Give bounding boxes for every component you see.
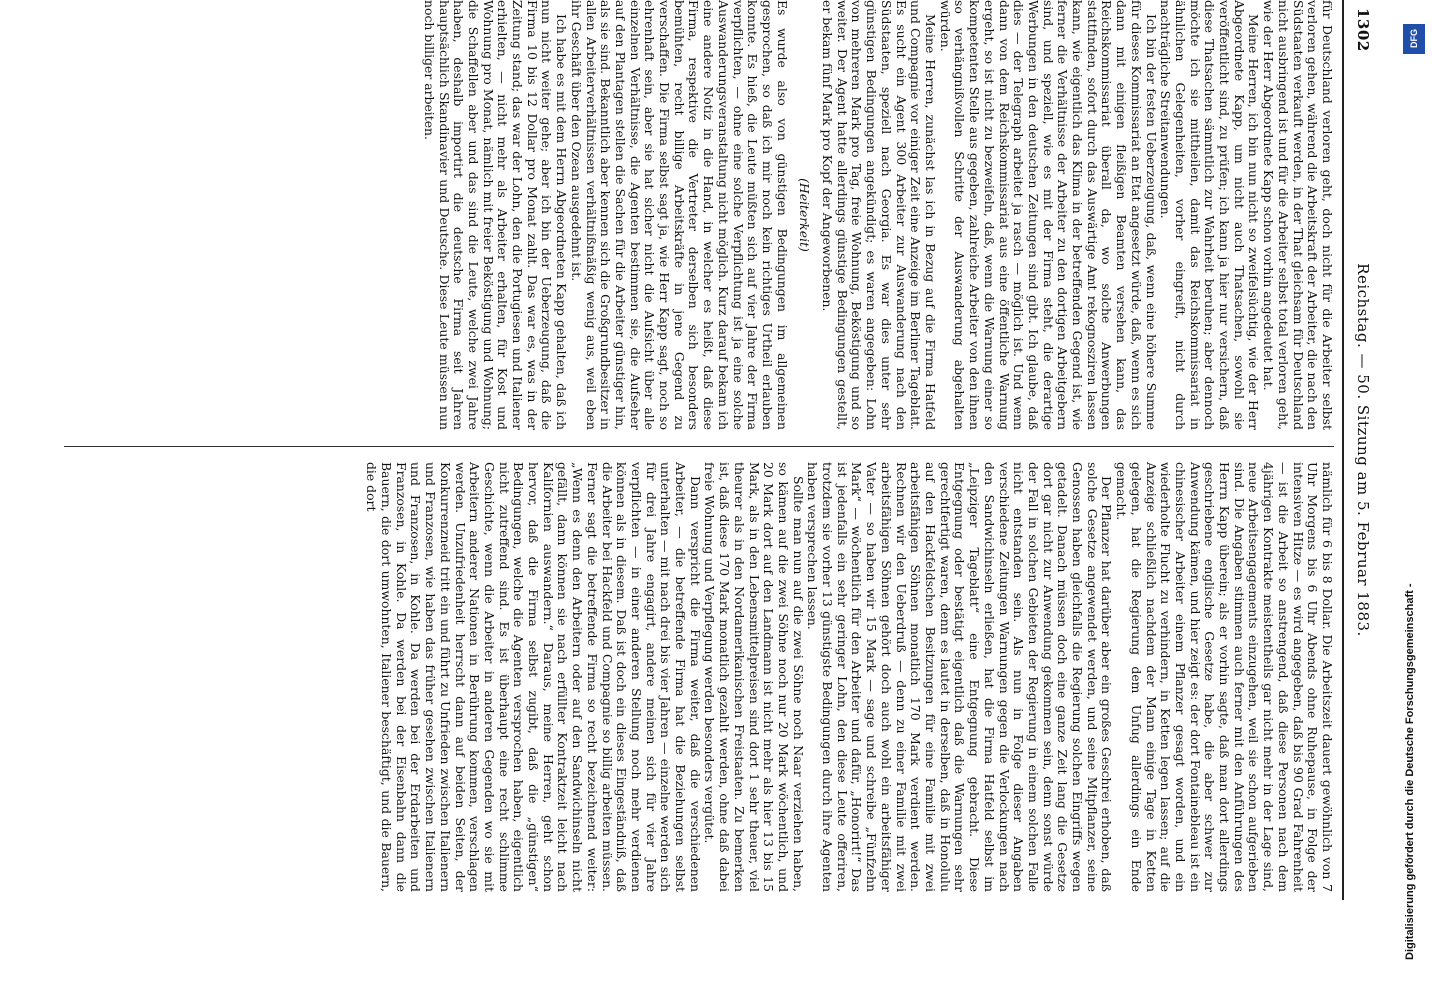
right-paragraph: Der Pflanzer hat darüber aber ein großes Geschrei erhoben, daß solche Gesetze angewendet werden, und seine Mitpflanzer, seine Genossen haben gleichfalls die Regierung solchen Eingriffs wegen getadelt. Danach müssen doch eine ganze Zeit lang die Gesetze dort gar nicht zur Anwendung gekommen sein, denn sonst würde der Fall in solchen Gebieten der Regierung in einem solchen Falle nicht entstanden sein. Als nun in Folge dieser Angaben verschiedene Zeitungen Warnungen gegen die Verlockungen nach den Sandwichinseln erließen, hat die Firma Hatfeld selbst im „Leipziger Tageblatt“ eine Entgegnung gebracht. Diese Entgegnung oder bestätigt eigentlich daß die Warnungen sehr gerechtfertigt waren, denn es lautet in derselben, daß in Honolulu auf den Hackfeldschen Besitzungen für eine Familie mit zwei arbeitsfähigen Söhnen monatlich 170 Mark verdient werden. Rechnen wir den Ueberdruß — denn zu einer Familie mit zwei arbeitsfähigen Söhnen gehört doch auch wohl ein arbeitsfähiger Vater — so haben wir 15 Mark — sage und schreibe „Fünfzehn Mark“ — wöchentlich für den Arbeiter und dafür, „Honorirt!“ Das ist jedenfalls ein sehr geringer Lohn, den diese Leute offeriren, trotzdem sie vorher 13 günstigste Bedingungen durch ihre Agenten haben versprechen lassen. xyxy=(805,462,1115,892)
funding-sidebar xyxy=(1402,20,1426,980)
right-column xyxy=(364,462,1334,892)
left-paragraph: Ich bin der festen Ueberzeugung, daß, wenn eine höhere Summe für dieses Kommissariat an Etat angesetzt würde, daß, wenn es sich dann mit einigen fleißigen Beamten versehen kann, das Reichskommissariat überall da, wo solche Anwerbungen stattfinden, sofort durch das Auswärtige Amt rekognosziren lassen kann, wie eigentlich das Klima in der betreffenden Gegend ist, wie ferner die Verhältnisse der Arbeiter zu den dortigen Arbeitgebern sind, und speziell, wie es mit der Firma steht, die derartige Werbungen in den deutschen Zeitungen sind gibt. Ich glaube, daß dies — der Telegraph arbeitet ja rasch — möglich ist. Und wenn dann von dem Reichskommissariat aus eine öffentliche Warnung ergeht, so ist nicht zu bezweifeln, daß, wenn die Warnung einer so kompetenten Stelle aus gegeben, zahlreiche Arbeiter von den ihnen so verhängnißvollen Schritte der Auswanderung abgehalten würden. xyxy=(937,0,1159,430)
right-paragraph: Sollte man nun auf die zwei Söhne noch Naar verziehen haben, so kämen auf die zwei Söhne noch nur 20 Mark wöchentlich, und 20 Mark dort auf den Landmann ist nicht mehr als hier 13 bis 15 Mark, als in den Lebensmittelpreisen sind dort 1 sehr theuer, viel theurer als in den Nordamerikanischen Freistaaten. Zu bemerken ist, daß diese 170 Mark monatlich gezahlt werden, ohne daß dabei freie Wohnung und Verpflegung werden besonders vergütet. xyxy=(702,462,806,892)
page-number: 1302 xyxy=(1354,8,1372,52)
left-paragraph: Meine Herren, ich bin nun nicht so zweifelsüchtig, wie der Herr Abgeordnete Kapp, um nicht auch Thatsachen, sowohl sie veröffentlicht sind, zu prüfen; ich kann ja hier nur versichern, daß diese Thatsachen sämmtlich zur Wahrheit beruhen; aber dennoch möchte ich sie mittheilen, damit das Reichskommissariat in ähnlichen Gelegenheiten, vorher eingreift, nicht durch nachträgliche Streitanwendungen. xyxy=(1158,0,1262,430)
left-column xyxy=(421,0,1334,430)
left-paragraph: für Deutschland verloren geht, doch nicht für die Arbeiter selbst verloren gehen, während die Arbeitskraft der Arbeiter, die nach den Südstaaten verkauft werden, in der That gleichsam für Deutschland nicht ausbringend ist und für die Arbeiter selbst total verloren geht, wie der Herr Abgeordnete Kapp schon vorhin angedeutet hat. xyxy=(1261,0,1335,430)
heiterkeit-note: (Heiterkeit) xyxy=(797,178,813,252)
funding-credit: Digitalisierung gefördert durch die Deutsche Forschungsgemeinschaft - xyxy=(1404,583,1416,960)
dfg-logo: DFG xyxy=(1403,24,1425,54)
column-divider xyxy=(64,446,1334,447)
header-rule xyxy=(1342,0,1344,900)
rotated-page xyxy=(50,0,1380,900)
left-paragraph: Es wurde also von günstigen Bedingungen im allgemeinen gesprochen, so daß ich mir noch kein richtiges Urtheil erlauben konnte. Es hieß, die Leute müßten sich auf vier Jahre der Firma verpflichten, — ohne eine solche Verpflichtung ist ja eine solche Auswanderungsveranstaltung nicht möglich. Kurz darauf bekam ich eine andere Notiz in die Hand, in welcher es heißt, daß diese Firma, respektive die Vertreter derselben sich besonders bemühten, recht billige Arbeitskräfte in jene Gegend zu verschaffen. Die Firma selbst sagt ja, wie Herr Kapp sagt, noch so ehrenhaft sein, aber sie hat sicher nicht die Aufsicht über alle einzelnen Verhältnisse, die Agenten bestimmen sie, die Aufseher auf den Plantagen stellen die Sachen für die Arbeiter günstiger hin, als sie sind. Bekanntlich aber kennen sich die Großgrundbesitzer in allen Arbeiterverhältnissen verhältnißmäßig wenig aus, weil eben ihr Geschäft über den Ozean ausgedehnt ist. xyxy=(568,0,790,430)
left-paragraph: Meine Herren, zunächst las ich in Bezug auf die Firma Hatfeld und Compagnie vor einiger Zeit eine Anzeige im Berliner Tageblatt. Es sucht ein Agent 300 Arbeiter zur Auswanderung nach den Südstaaten, speziell nach Georgia. Es war dies unter sehr günstigen Bedingungen angekündigt; es waren angegeben: Lohn von mehreren Mark pro Tag, freie Wohnung, Beköstigung und so weiter. Der Agent hatte allerdings günstige Bedingungen gestellt, er bekam fünf Mark pro Kopf der Angeworbenen. xyxy=(820,0,939,430)
page-title: Reichstag. — 50. Sitzung am 5. Februar 1883. xyxy=(1354,263,1372,637)
left-paragraph: Ich habe es mit dem Herrn Abgeordneten Kapp gehalten, daß ich nun nicht weiter gehe; aber ich bin der Ueberzeugung, daß die Firma 10 bis 12 Dollar pro Monat zahlt. Das war es, was in der Zeitung stand; das war der Lohn, den die Portugiesen und Italiener erhielten, — nicht mehr als Arbeiter erhalten, für Kost und Wohnung pro Monat, nämlich mit freier Beköstigung und Wohnung; die Schaffellen aber und das sind die Leute, welche zwei Jahre haben, deshalb importirt die deutsche Firma seit Jahren hauptsächlich Skandinavier und Deutsche. Diese Leute müssen nun noch billiger arbeiten. xyxy=(421,0,570,430)
right-paragraph: nämlich für 6 bis 8 Dollar. Die Arbeitszeit dauert gewöhnlich von 7 Uhr Morgens bis 6 Uhr Abends ohne Ruhepause, in Folge der intensiven Hitze — es wird angegeben, daß bis 90 Grad Fahrenheit — ist die Arbeit so anstrengend, daß diese Personen nach dem 4jährigen Kontrakte meistentheils gar nicht mehr in der Lage sind, neue Arbeitsengagements einzugehen, weil sie schon aufgerieben sind. Die Angaben stimmen auch ferner mit den Anführungen des Herrn Kapp überein; als er vorhin sagte, daß man dort allerdings geschriebene englische Gesetze habe, die aber schwer zur Anwendung kämen, und hier zeigt es: der dort Fontainebleau ist ein chinesischer Arbeiter einem Pflanzer gesagt worden, und ein wiederholte Flucht zu verhindern, in Ketten legen lassen; auf die Anzeige schließlich nachdem der Mann einige Tage in Ketten gelegen, hat die Regierung dem Unfug allerdings ein Ende gemacht. xyxy=(1114,462,1335,892)
right-paragraph: Dann verspricht die Firma weiter, daß die verschiedenen Arbeiter, — die betreffende Firma hat die Beziehungen selbst unterhalten — mit nach drei bis vier Jahren — einzelne werden sich für drei Jahre engagirt, andere meinen sich für vier Jahre verpflichten — in einer anderen Stellung noch mehr verdienen können als in diesem. Daß ist doch ein dieses Eingeständniß, daß die Arbeiter bei Hackfeld und Compagnie so billig arbeiten müssen. Ferner sagt die betreffende Firma so recht bezeichnend weiter: „Wenn es denn den Arbeitern oder auf den Sandwichinseln nicht gefällt, dann können sie nach erfüllter Kontraktzeit leicht nach Kalifornien auswandern.“ Daraus, meine Herren, geht schon hervor, daß die Firma selbst zugibt, daß die „günstigen“ Bedingungen, welche die Agenten versprochen haben, eigentlich nicht zutreffend sind. Es ist überhaupt eine recht schlimme Geschichte, wenn die Arbeiter in anderen Gegenden wo sie mit Arbeitern anderer Nationen in Berührung kommen, verschlagen werden. Unzufriedenheit herrscht dann auf beiden Seiten, der Konkurrenzneid tritt ein und führt zu Unfrieden zwischen Italienern und Franzosen, wie haben das früher gesehen zwischen Italienern und Franzosen, in Kohle. Da werden bei der Erdarbeiten und Franzosen, in Kohle. Da werden bei der Eisenbahn dann die Bauern, die dort umwohnten, Italiener beschäftigt, und die Bauern, die dort xyxy=(364,462,703,892)
page-header xyxy=(1348,0,1372,900)
page-content xyxy=(50,0,1380,900)
